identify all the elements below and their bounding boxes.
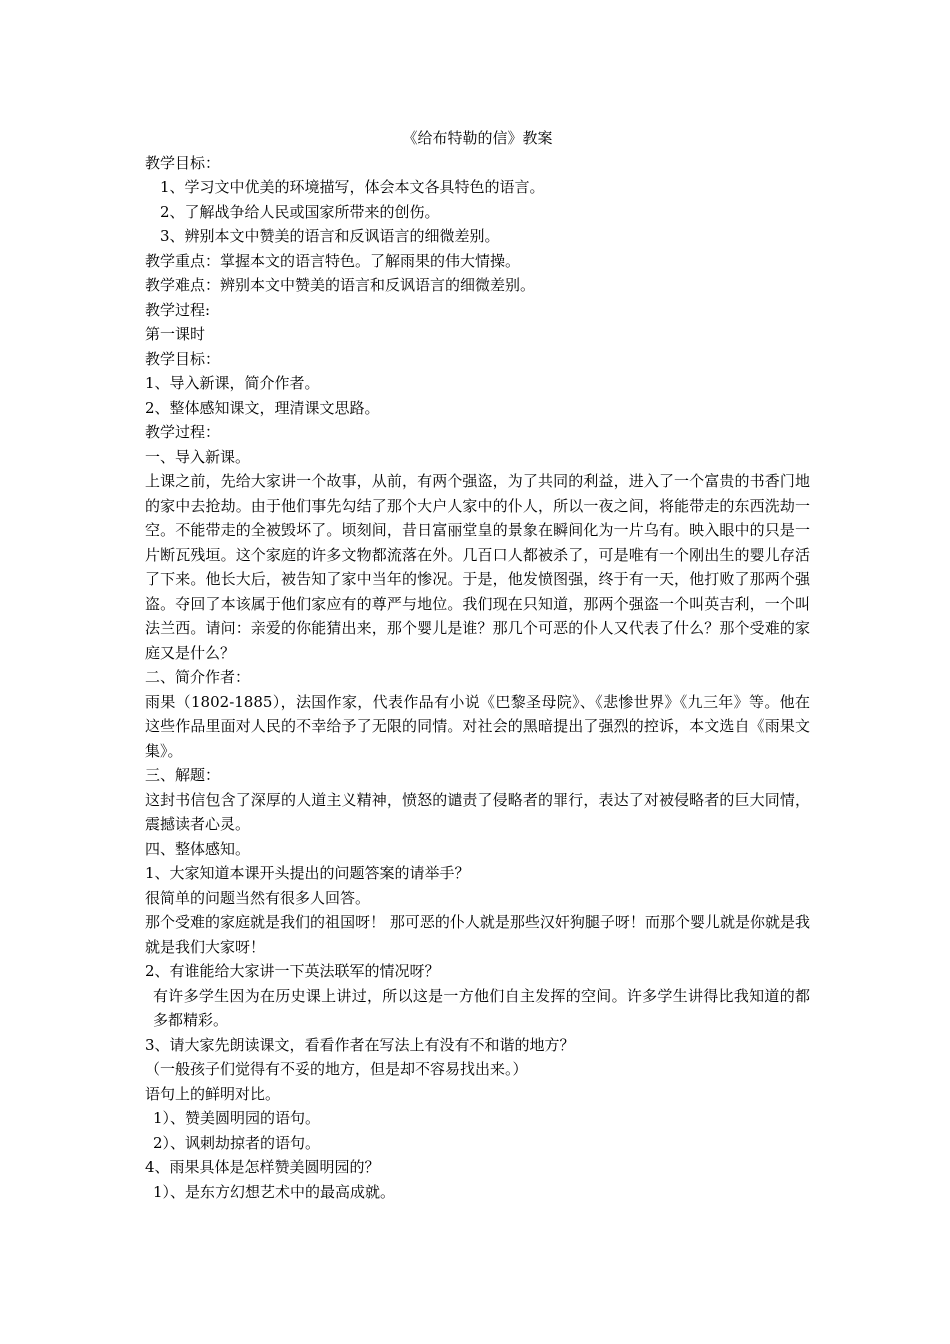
text-line: 1）、是东方幻想艺术中的最高成就。 bbox=[153, 1182, 396, 1201]
text-line: 很简单的问题当然有很多人回答。 bbox=[145, 888, 371, 907]
text-line: 3、辨别本文中赞美的语言和反讽语言的细微差别。 bbox=[160, 227, 500, 245]
text-line: 语句上的鲜明对比。 bbox=[145, 1084, 281, 1103]
text-line: （一般孩子们觉得有不妥的地方，但是却不容易找出来。） bbox=[145, 1060, 528, 1078]
text-line: 1、大家知道本课开头提出的问题答案的请举手？ bbox=[145, 864, 470, 882]
text-line: 教学目标： bbox=[145, 153, 221, 172]
text-line: 三、解题： bbox=[145, 766, 221, 784]
text-line: 3、请大家先朗读课文，看看作者在写法上有没有不和谐的地方？ bbox=[145, 1035, 575, 1054]
text-line: 2、了解战争给人民或国家所带来的创伤。 bbox=[160, 202, 440, 221]
paragraph: 那个受难的家庭就是我们的祖国呀！ 那可恶的仆人就是那些汉奸狗腿子呀！而那个婴儿就是你就是我就是我们大家呀！ bbox=[145, 913, 810, 956]
paragraph: 上课之前，先给大家讲一个故事，从前，有两个强盗，为了共同的利益，进入了一个富贵的书香门地的家中去抢劫。由于他们事先勾结了那个大户人家中的仆人，所以一夜之间，将能带走的东西洗劫一空。不能带走的全被毁坏了。顷刻间，昔日富丽堂皇的景象在瞬间化为一片乌有。映入眼中的只是一片断瓦残垣。这个家庭的许多文物都流落在外。几百口人都被杀了，可是唯有一个刚出生的婴儿存活了下来。他长大后，被告知了家中当年的惨况。于是，他发愤图强，终于有一天，他打败了那两个强盗。夺回了本该属于他们家应有的尊严与地位。我们现在只知道，那两个强盗一个叫英吉利，一个叫法兰西。请问：亲爱的你能猜出来，那个婴儿是谁？那几个可恶的仆人又代表了什么？那个受难的家庭又是什么？ bbox=[145, 472, 810, 662]
paragraph: 有许多学生因为在历史课上讲过，所以这是一方他们自主发挥的空间。许多学生讲得比我知道的都多都精彩。 bbox=[153, 986, 810, 1029]
text-line: 2）、讽刺劫掠者的语句。 bbox=[153, 1133, 321, 1152]
text-line: 四、整体感知。 bbox=[145, 839, 251, 858]
document-body bbox=[145, 151, 810, 1205]
text-line: 2、有谁能给大家讲一下英法联军的情况呀？ bbox=[145, 962, 440, 980]
text-line: 二、简介作者： bbox=[145, 668, 251, 686]
text-line: 4、雨果具体是怎样赞美圆明园的？ bbox=[145, 1158, 380, 1176]
text-line: 教学重点：掌握本文的语言特色。了解雨果的伟大情操。 bbox=[145, 251, 521, 270]
paragraph: 雨果（1802-1885），法国作家，代表作品有小说《巴黎圣母院》、《悲惨世界》《九三年》等。他在这些作品里面对人民的不幸给予了无限的同情。对社会的黑暗提出了强烈的控诉，本文选自《雨果文集》。 bbox=[145, 692, 810, 760]
text-line: 1、学习文中优美的环境描写，体会本文各具特色的语言。 bbox=[160, 178, 545, 196]
text-line: 教学过程： bbox=[145, 423, 221, 441]
paragraph: 这封书信包含了深厚的人道主义精神，愤怒的谴责了侵略者的罪行，表达了对被侵略者的巨大同情，震撼读者心灵。 bbox=[145, 790, 810, 833]
document-page bbox=[145, 126, 810, 1204]
text-line: 教学难点：辨别本文中赞美的语言和反讽语言的细微差别。 bbox=[145, 276, 536, 294]
text-line: 教学目标： bbox=[145, 349, 221, 368]
text-line: 第一课时 bbox=[145, 325, 206, 343]
text-line: 一、导入新课。 bbox=[145, 447, 251, 466]
text-line: 1、导入新课，简介作者。 bbox=[145, 374, 320, 392]
document-title: 《给布特勒的信》教案 bbox=[402, 129, 553, 147]
text-line: 教学过程: bbox=[145, 300, 211, 319]
text-line: 2、整体感知课文，理清课文思路。 bbox=[145, 398, 380, 417]
text-line: 1）、赞美圆明园的语句。 bbox=[153, 1109, 321, 1127]
